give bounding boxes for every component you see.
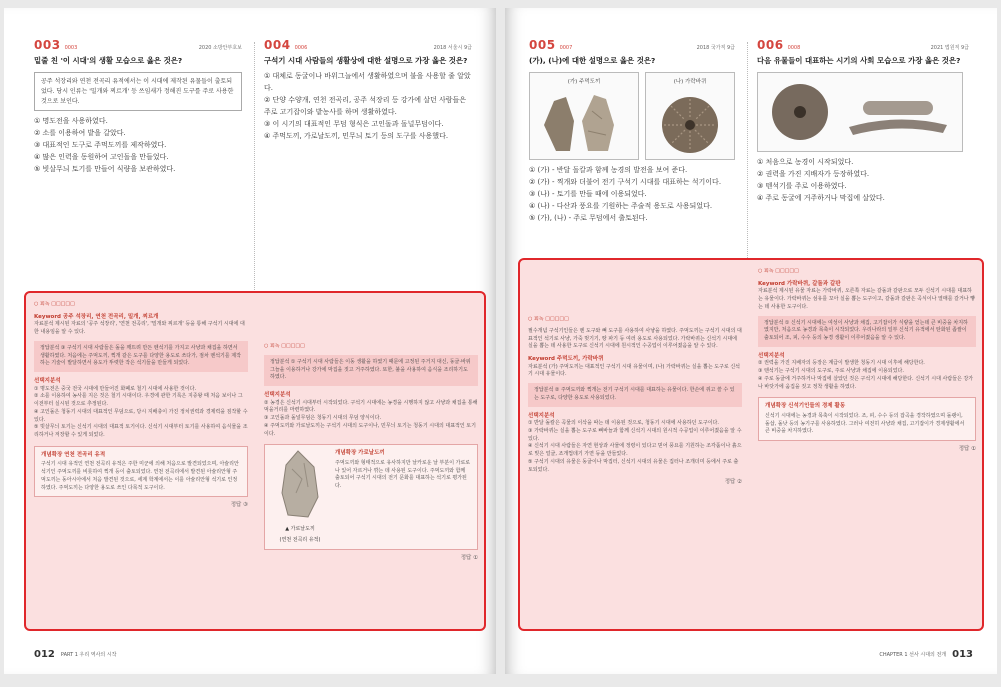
choice-list <box>757 157 969 205</box>
question-number: 003 <box>34 38 61 52</box>
concept-expansion <box>758 397 976 441</box>
page-number: 013 <box>952 649 973 660</box>
review-checkbox-row: ○ 회독 □□□□□ <box>34 301 75 307</box>
answer-label: 정답 ① <box>958 446 976 453</box>
right-page <box>505 8 997 674</box>
hand-axe-photo <box>536 91 632 155</box>
page-number: 012 <box>34 649 55 660</box>
choice-1: ① 명도전을 사용하였다. <box>34 117 108 126</box>
figure-caption-site: (연천 전곡리 유적) <box>279 536 321 543</box>
choice-analysis-item: ⑤ 구석기 시대의 유물은 동굴이나 막집터, 신석기 시대의 유물은 집터나 조개더미 등에서 주로 출토되었다. <box>528 458 739 473</box>
concept-expansion-text: 신석기 시대에는 농경과 목축이 시작되었다. 조, 피, 수수 등의 잡곡을 경작하였으며 돌괭이, 돌삽, 돌낫 등의 농기구를 사용하였다. 그러나 여전히 사냥과 채집, 고기잡이가 경제생활에서 큰 비중을 차지하였다. <box>765 412 965 435</box>
solution-highlight-box <box>518 258 984 631</box>
review-checkbox-row: ○ 회독 □□□□□ <box>264 343 305 349</box>
analysis-text: 자료분석 제시된 유물 자료는 가락바퀴, 오른쪽 자료는 갈돌과 갈판으로 모두 신석기 시대를 대표하는 유물이다. 가락바퀴는 섬유를 꼬아 실을 뽑는 도구이고, 갈돌과 갈판은 곡식이나 열매를 갈거나 빻는 데 사용한 도구이다. <box>758 288 976 310</box>
review-checkbox-row: ○ 회독 □□□□□ <box>528 316 569 322</box>
concept-expansion-title: 개념확장 가로날도끼 <box>335 450 385 457</box>
solution-004 <box>264 343 478 623</box>
choice-analysis-item: ② 소를 이용하여 농사를 지은 것은 철기 시대이다. 우경에 관한 기록은 지증왕 때 처음 보이나 그 이전부터 실시된 것으로 추정된다. <box>34 393 243 408</box>
choice-analysis-title: 선택지분석 <box>264 392 291 398</box>
question-source: 2018 서울시 9급 <box>433 45 472 51</box>
concept-expansion-text: 주먹도끼와 형태적으로 유사하지만 날카로운 날 부분이 가로로 나 있어 자르거나 깎는 데 사용된 도구이다. 주먹도끼와 함께 출토되어 구석기 시대의 전기 문화를 대표하는 석기로 평가된다. <box>335 459 471 490</box>
choice-3: ③ (나) - 토기를 만들 때에 이용되었다. <box>529 190 647 199</box>
choice-analysis-title: 선택지분석 <box>758 352 785 359</box>
choice-1: ① 처음으로 농경이 시작되었다. <box>757 158 854 167</box>
choice-2: ② 권력을 가진 지배자가 등장하였다. <box>757 170 870 179</box>
choice-analysis-item: ① 명도전은 중국 전국 시대에 만들어진 화폐로 철기 시대에 사용한 것이다. <box>34 385 197 392</box>
solution-003 <box>34 301 248 623</box>
grinding-stone-photo <box>843 87 953 137</box>
solution-highlight-box <box>24 291 486 631</box>
choice-analysis-item: ② 농경은 신석기 시대부터 시작되었다. 구석기 시대에는 농경을 시행하지 않고 사냥과 채집을 통해 먹을거리를 마련하였다. <box>264 399 478 414</box>
choice-analysis-item: ④ 주먹도끼와 가로날도끼는 구석기 시대의 도구이나, 민무늬 토기는 청동기 시대의 대표적인 토기이다. <box>264 422 476 437</box>
question-003 <box>34 38 242 176</box>
question-code: 0008 <box>787 45 801 51</box>
answer-analysis: 정답분석 ① 구석기 시대 사람들은 이동 생활을 하였기 때문에 고정된 주거지 대신, 동굴·바위그늘을 이용하거나 강가에 막집을 짓고 거주하였다. 또한, 불을 사용하여 음식을 조리하기도 하였다. <box>264 355 478 386</box>
page-footer <box>879 649 973 660</box>
choice-1: ① (가) - 반달 돌칼과 함께 농경의 발전을 보여 준다. <box>529 166 688 175</box>
chapter-label: CHAPTER 1 선사 시대의 전개 <box>879 652 947 658</box>
concept-expansion <box>34 446 248 498</box>
choice-3: ③ 뗀석기를 주로 이용하였다. <box>757 182 847 191</box>
answer-label: 정답 ① <box>460 554 478 561</box>
left-page <box>4 8 496 674</box>
answer-analysis: 정답분석 ① 신석기 시대에는 여성이 사냥과 채집, 고기잡이가 식량을 얻는데 큰 비중을 차지하였지만, 처음으로 농경과 목축이 시작되었다. 우리나라의 일부 신석기 유적에서 탄화된 좁쌀이 출토되어 조, 피, 수수 등의 농경 생활이 이루어졌음을 알 수 있다. <box>758 316 976 347</box>
keyword-line: Keyword 가락바퀴, 갈돌과 갈판 <box>758 280 841 287</box>
choice-4: ④ (나) - 다산과 풍요를 기원하는 주술적 용도로 사용되었다. <box>529 202 713 211</box>
axe-figure <box>271 449 329 544</box>
artifact-b-label: (나) 가락바퀴 <box>673 79 707 86</box>
artifact-a-label: (가) 주먹도끼 <box>567 79 601 86</box>
concept-expansion <box>264 444 478 549</box>
choice-list <box>264 71 472 142</box>
choice-2: ② 단양 수양개, 연천 전곡리, 공주 석장리 등 강가에 살던 사람들은 주로 고기잡이와 밭농사를 하며 생활하였다. <box>264 96 467 117</box>
page-footer <box>34 649 117 660</box>
choice-analysis-item: ① 반달 돌칼은 곡물의 이삭을 따는 데 이용된 것으로, 청동기 시대에 사용하던 도구이다. <box>528 420 719 427</box>
spindle-whorl-photo <box>655 91 725 155</box>
spindle-whorl-photo <box>768 80 832 144</box>
choice-analysis-list <box>528 420 742 474</box>
question-stem: 다음 유물들이 대표하는 시기의 사회 모습으로 가장 옳은 것은? <box>757 56 961 65</box>
concept-expansion-text: 구석기 시대 유적인 연천 전곡리 유적은 주한 미군에 의해 처음으로 발견되었으며, 아슐리안 석기인 주먹도끼를 비롯하여 찍개 등이 출토되었다. 연천 전곡리에서 발견된 아슐리안형 주먹도끼는 동아시아에서 처음 발견된 것으로, 세계 학계에서는 이를 아슐리안형 석기로 인정하였다. 주먹도끼는 다양한 용도로 쓰인 다목적 도구이다. <box>41 461 239 491</box>
question-number: 005 <box>529 38 556 52</box>
question-stem: (가), (나)에 대한 설명으로 옳은 것은? <box>529 56 656 65</box>
artifact-a <box>529 72 639 160</box>
choice-analysis-item: ③ 고인돌과 돌널무덤은 청동기 시대의 무덤 양식이다. <box>264 415 382 422</box>
choice-4: ④ 많은 인력을 동원하여 고인돌을 만들었다. <box>34 152 169 161</box>
choice-5: ⑤ (가), (나) - 주로 무덤에서 출토된다. <box>529 213 648 222</box>
question-source: 2020 소방안부호보 <box>198 45 242 51</box>
choice-analysis-list <box>34 386 248 440</box>
question-source: 2018 국가직 9급 <box>696 45 735 51</box>
solution-006 <box>758 268 976 626</box>
artifact-photos <box>757 72 963 152</box>
hand-axe-image <box>278 449 322 519</box>
analysis-text: 자료분석 (가) 주먹도끼는 대표적인 구석기 시대 유물이며, (나) 가락바퀴는 실을 뽑는 도구로 신석기 시대 유물이다. <box>528 363 741 378</box>
keyword-line: Keyword 공주 석장리, 연천 전곡리, 밀개, 찌르개 <box>34 313 159 320</box>
reading-box: 공주 석장리와 연천 전곡리 유적에서는 이 시대에 제작된 유물들이 출토되었다. 당시 인류는 '밀개와 찌르개' 등 쓰임새가 정해진 도구를 주로 사용한 것으로 보인다. <box>34 72 242 111</box>
choice-analysis-item: ④ 고인돌은 청동기 시대의 대표적인 무덤으로, 당시 지배층이 가진 정치권력과 경제력을 짐작할 수 있다. <box>34 408 248 423</box>
question-code: 0006 <box>294 45 308 51</box>
choice-analysis-title: 선택지분석 <box>528 412 555 419</box>
question-stem: 구석기 시대 사람들의 생활상에 대한 설명으로 가장 옳은 것은? <box>264 56 468 65</box>
choice-2: ② 소를 이용하여 밭을 갈았다. <box>34 129 126 138</box>
answer-analysis: 정답분석 ② 주먹도끼와 찍개는 전기 구석기 시대를 대표하는 유물이다. 한손에 쥐고 쓸 수 있는 도구로, 다양한 용도로 사용되었다. <box>528 383 742 407</box>
solution-005 <box>528 316 742 626</box>
keyword-line: Keyword 주먹도끼, 가락바퀴 <box>528 356 604 362</box>
answer-analysis: 정답분석 ③ 구석기 시대 사람들은 돌을 깨뜨려 만든 뗀석기를 가지고 사냥과 채집을 하면서 생활하였다. 처음에는 주먹도끼, 찍개 같은 도구를 다양한 용도로 쓰다가, 점차 뗀석기를 제작하는 기술이 발달하면서 용도가 뚜렷한 작은 석기들을 만들게 되었다. <box>34 341 248 372</box>
choice-4: ④ 주로 동굴에 거주하거나 막집에 살았다. <box>757 194 885 203</box>
choice-analysis-item: ⑤ 빗살무늬 토기는 신석기 시대의 대표적 토기이다. 신석기 시대부터 토기를 사용하여 음식물을 조리하거나 저장할 수 있게 되었다. <box>34 424 248 439</box>
artifact-images <box>757 72 969 152</box>
figure-caption-title: ▲ 가로날도끼 <box>285 526 315 533</box>
question-005 <box>529 38 735 225</box>
choice-analysis-item: ③ 가락바퀴는 실을 뽑는 도구로 뼈바늘과 함께 신석기 시대의 원시적 수공업이 이루어졌음을 알 수 있다. <box>528 427 742 442</box>
key-concept-text: 필수개념 구석기인들은 뗀 도구와 뼈 도구를 사용하여 사냥을 하였다. 주먹도끼는 구석기 시대의 대표적인 석기로 사냥, 가죽 벗기기, 땅 파기 등 여러 용도로 사용되었다. 가락바퀴는 신석기 시대에 실을 뽑는 데 사용한 도구로 신석기 시대에 원시적인 수공업이 이루어졌음을 알 수 있다. <box>528 327 742 350</box>
question-stem: 밑줄 친 '이 시대'의 생활 모습으로 옳은 것은? <box>34 56 183 65</box>
choice-5: ⑤ 빗살무늬 토기를 만들어 식량을 보관하였다. <box>34 164 176 173</box>
question-004 <box>264 38 472 143</box>
review-checkbox-row: ○ 회독 □□□□□ <box>758 268 799 274</box>
choice-analysis-item: ② 권력을 가진 지배자의 등장은 계급이 발생한 청동기 시대 이후에 해당한다. <box>758 360 925 367</box>
choice-1: ① 대체로 동굴이나 바위그늘에서 생활하였으며 불을 사용할 줄 알았다. <box>264 72 471 93</box>
question-code: 0003 <box>64 45 78 51</box>
answer-label: 정답 ③ <box>230 502 248 509</box>
choice-analysis-title: 선택지분석 <box>34 378 61 385</box>
question-code: 0007 <box>559 45 573 51</box>
choice-2: ② (가) - 찍개와 더불어 전기 구석기 시대를 대표하는 석기이다. <box>529 178 722 187</box>
choice-analysis-item: ③ 뗀석기는 구석기 시대의 도구로, 주로 사냥과 채집에 이용되었다. <box>758 368 904 375</box>
question-number: 006 <box>757 38 784 52</box>
question-006 <box>757 38 969 205</box>
artifact-images <box>529 72 735 160</box>
choice-analysis-list <box>758 360 976 391</box>
concept-expansion-title: 개념확장 연천 전곡리 유적 <box>41 451 106 458</box>
concept-expansion-title: 개념확장 신석기인들의 경제 활동 <box>765 403 846 410</box>
question-number: 004 <box>264 38 291 52</box>
answer-label: 정답 ② <box>724 479 742 486</box>
choice-list <box>529 165 735 224</box>
choice-analysis-list <box>264 400 478 439</box>
choice-4: ④ 주먹도끼, 가로날도끼, 민무늬 토기 등의 도구를 사용했다. <box>264 131 449 140</box>
choice-analysis-item: ④ 신석기 시대 사람들은 자연 현상과 사물에 정령이 있다고 믿어 풍요를 기원하는 조각품이나 흙으로 빚은 얼굴, 조개껍데기 가면 등을 만들었다. <box>528 443 742 458</box>
question-source: 2021 법원직 9급 <box>930 45 969 51</box>
analysis-text: 자료분석 제시된 자료의 '공주 석장리', '연천 전곡리', '밀개와 찌르개' 등을 통해 구석기 시대에 대한 내용임을 알 수 있다. <box>34 321 245 336</box>
choice-list <box>34 116 242 175</box>
chapter-label: PART 1 우리 역사의 시작 <box>60 652 117 658</box>
choice-analysis-item: ④ 주로 동굴에 거주하거나 막집에 살았던 것은 구석기 시대에 해당한다. 신석기 시대 사람들은 강가나 바닷가에 움집을 짓고 정착 생활을 하였다. <box>758 375 974 390</box>
choice-3: ③ 대표적인 도구로 주먹도끼를 제작하였다. <box>34 140 167 149</box>
artifact-b <box>645 72 735 160</box>
choice-3: ③ 이 시기의 대표적인 무덤 형식은 고인돌과 돌널무덤이다. <box>264 119 444 128</box>
